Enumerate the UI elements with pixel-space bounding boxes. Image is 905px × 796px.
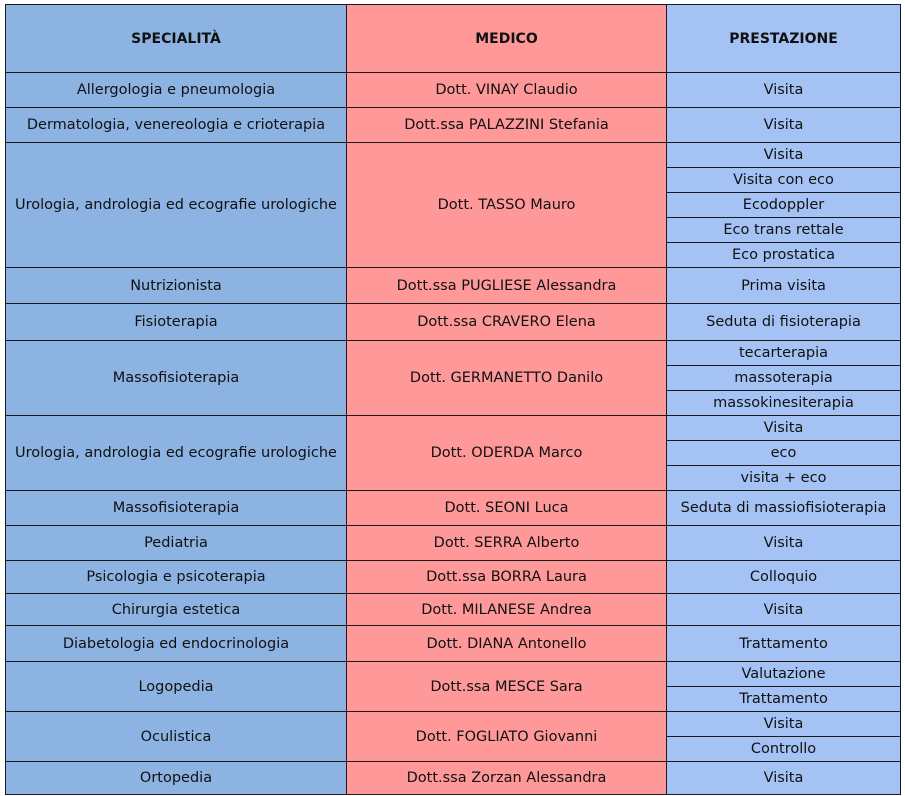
table-row: [6, 341, 901, 366]
table-row: [6, 416, 901, 441]
cell-specialita: Allergologia e pneumologia: [6, 73, 347, 108]
cell-prestazione: Valutazione: [667, 662, 901, 687]
cell-medico: Dott. FOGLIATO Giovanni: [347, 712, 667, 762]
cell-medico: Dott. MILANESE Andrea: [347, 594, 667, 626]
cell-prestazione: eco: [667, 441, 901, 466]
table-row: [6, 561, 901, 594]
header-row: [6, 5, 901, 73]
cell-prestazione: Ecodoppler: [667, 193, 901, 218]
cell-specialita: Oculistica: [6, 712, 347, 762]
cell-prestazione: massokinesiterapia: [667, 391, 901, 416]
cell-prestazione: Colloquio: [667, 561, 901, 594]
table-row: [6, 304, 901, 341]
cell-prestazione: Visita: [667, 416, 901, 441]
cell-prestazione: visita + eco: [667, 466, 901, 491]
cell-medico: Dott. VINAY Claudio: [347, 73, 667, 108]
cell-medico: Dott. TASSO Mauro: [347, 143, 667, 268]
cell-specialita: Urologia, andrologia ed ecografie urologiche: [6, 416, 347, 491]
header-specialita: SPECIALITÀ: [6, 5, 347, 73]
table-row: [6, 712, 901, 737]
cell-specialita: Massofisioterapia: [6, 341, 347, 416]
cell-medico: Dott.ssa PUGLIESE Alessandra: [347, 268, 667, 304]
cell-medico: Dott. SERRA Alberto: [347, 526, 667, 561]
cell-prestazione: Visita: [667, 762, 901, 795]
table-row: [6, 73, 901, 108]
cell-prestazione: Visita con eco: [667, 168, 901, 193]
cell-specialita: Ortopedia: [6, 762, 347, 795]
cell-prestazione: Visita: [667, 712, 901, 737]
cell-prestazione: Visita: [667, 73, 901, 108]
cell-prestazione: Eco trans rettale: [667, 218, 901, 243]
cell-medico: Dott.ssa PALAZZINI Stefania: [347, 108, 667, 143]
cell-prestazione: massoterapia: [667, 366, 901, 391]
cell-medico: Dott. SEONI Luca: [347, 491, 667, 526]
cell-specialita: Urologia, andrologia ed ecografie urologiche: [6, 143, 347, 268]
table-row: [6, 762, 901, 795]
table-row: [6, 108, 901, 143]
specialties-table: [5, 4, 901, 795]
cell-prestazione: Seduta di fisioterapia: [667, 304, 901, 341]
cell-specialita: Psicologia e psicoterapia: [6, 561, 347, 594]
cell-specialita: Fisioterapia: [6, 304, 347, 341]
cell-specialita: Diabetologia ed endocrinologia: [6, 626, 347, 662]
cell-specialita: Dermatologia, venereologia e crioterapia: [6, 108, 347, 143]
header-prestazione: PRESTAZIONE: [667, 5, 901, 73]
table-row: [6, 491, 901, 526]
table-row: [6, 526, 901, 561]
cell-specialita: Pediatria: [6, 526, 347, 561]
cell-prestazione: Seduta di massiofisioterapia: [667, 491, 901, 526]
cell-prestazione: Visita: [667, 594, 901, 626]
cell-specialita: Logopedia: [6, 662, 347, 712]
cell-medico: Dott. GERMANETTO Danilo: [347, 341, 667, 416]
table-body: [6, 73, 901, 795]
cell-prestazione: Trattamento: [667, 626, 901, 662]
cell-medico: Dott. ODERDA Marco: [347, 416, 667, 491]
cell-prestazione: Visita: [667, 143, 901, 168]
cell-specialita: Chirurgia estetica: [6, 594, 347, 626]
cell-prestazione: Visita: [667, 526, 901, 561]
cell-specialita: Massofisioterapia: [6, 491, 347, 526]
cell-medico: Dott.ssa Zorzan Alessandra: [347, 762, 667, 795]
cell-prestazione: tecarterapia: [667, 341, 901, 366]
cell-specialita: Nutrizionista: [6, 268, 347, 304]
cell-prestazione: Eco prostatica: [667, 243, 901, 268]
cell-medico: Dott.ssa CRAVERO Elena: [347, 304, 667, 341]
table-row: [6, 594, 901, 626]
cell-medico: Dott. DIANA Antonello: [347, 626, 667, 662]
table-row: [6, 268, 901, 304]
cell-prestazione: Trattamento: [667, 687, 901, 712]
cell-prestazione: Prima visita: [667, 268, 901, 304]
table-row: [6, 662, 901, 687]
cell-prestazione: Controllo: [667, 737, 901, 762]
cell-medico: Dott.ssa BORRA Laura: [347, 561, 667, 594]
cell-prestazione: Visita: [667, 108, 901, 143]
table-row: [6, 143, 901, 168]
cell-medico: Dott.ssa MESCE Sara: [347, 662, 667, 712]
header-medico: MEDICO: [347, 5, 667, 73]
table-row: [6, 626, 901, 662]
